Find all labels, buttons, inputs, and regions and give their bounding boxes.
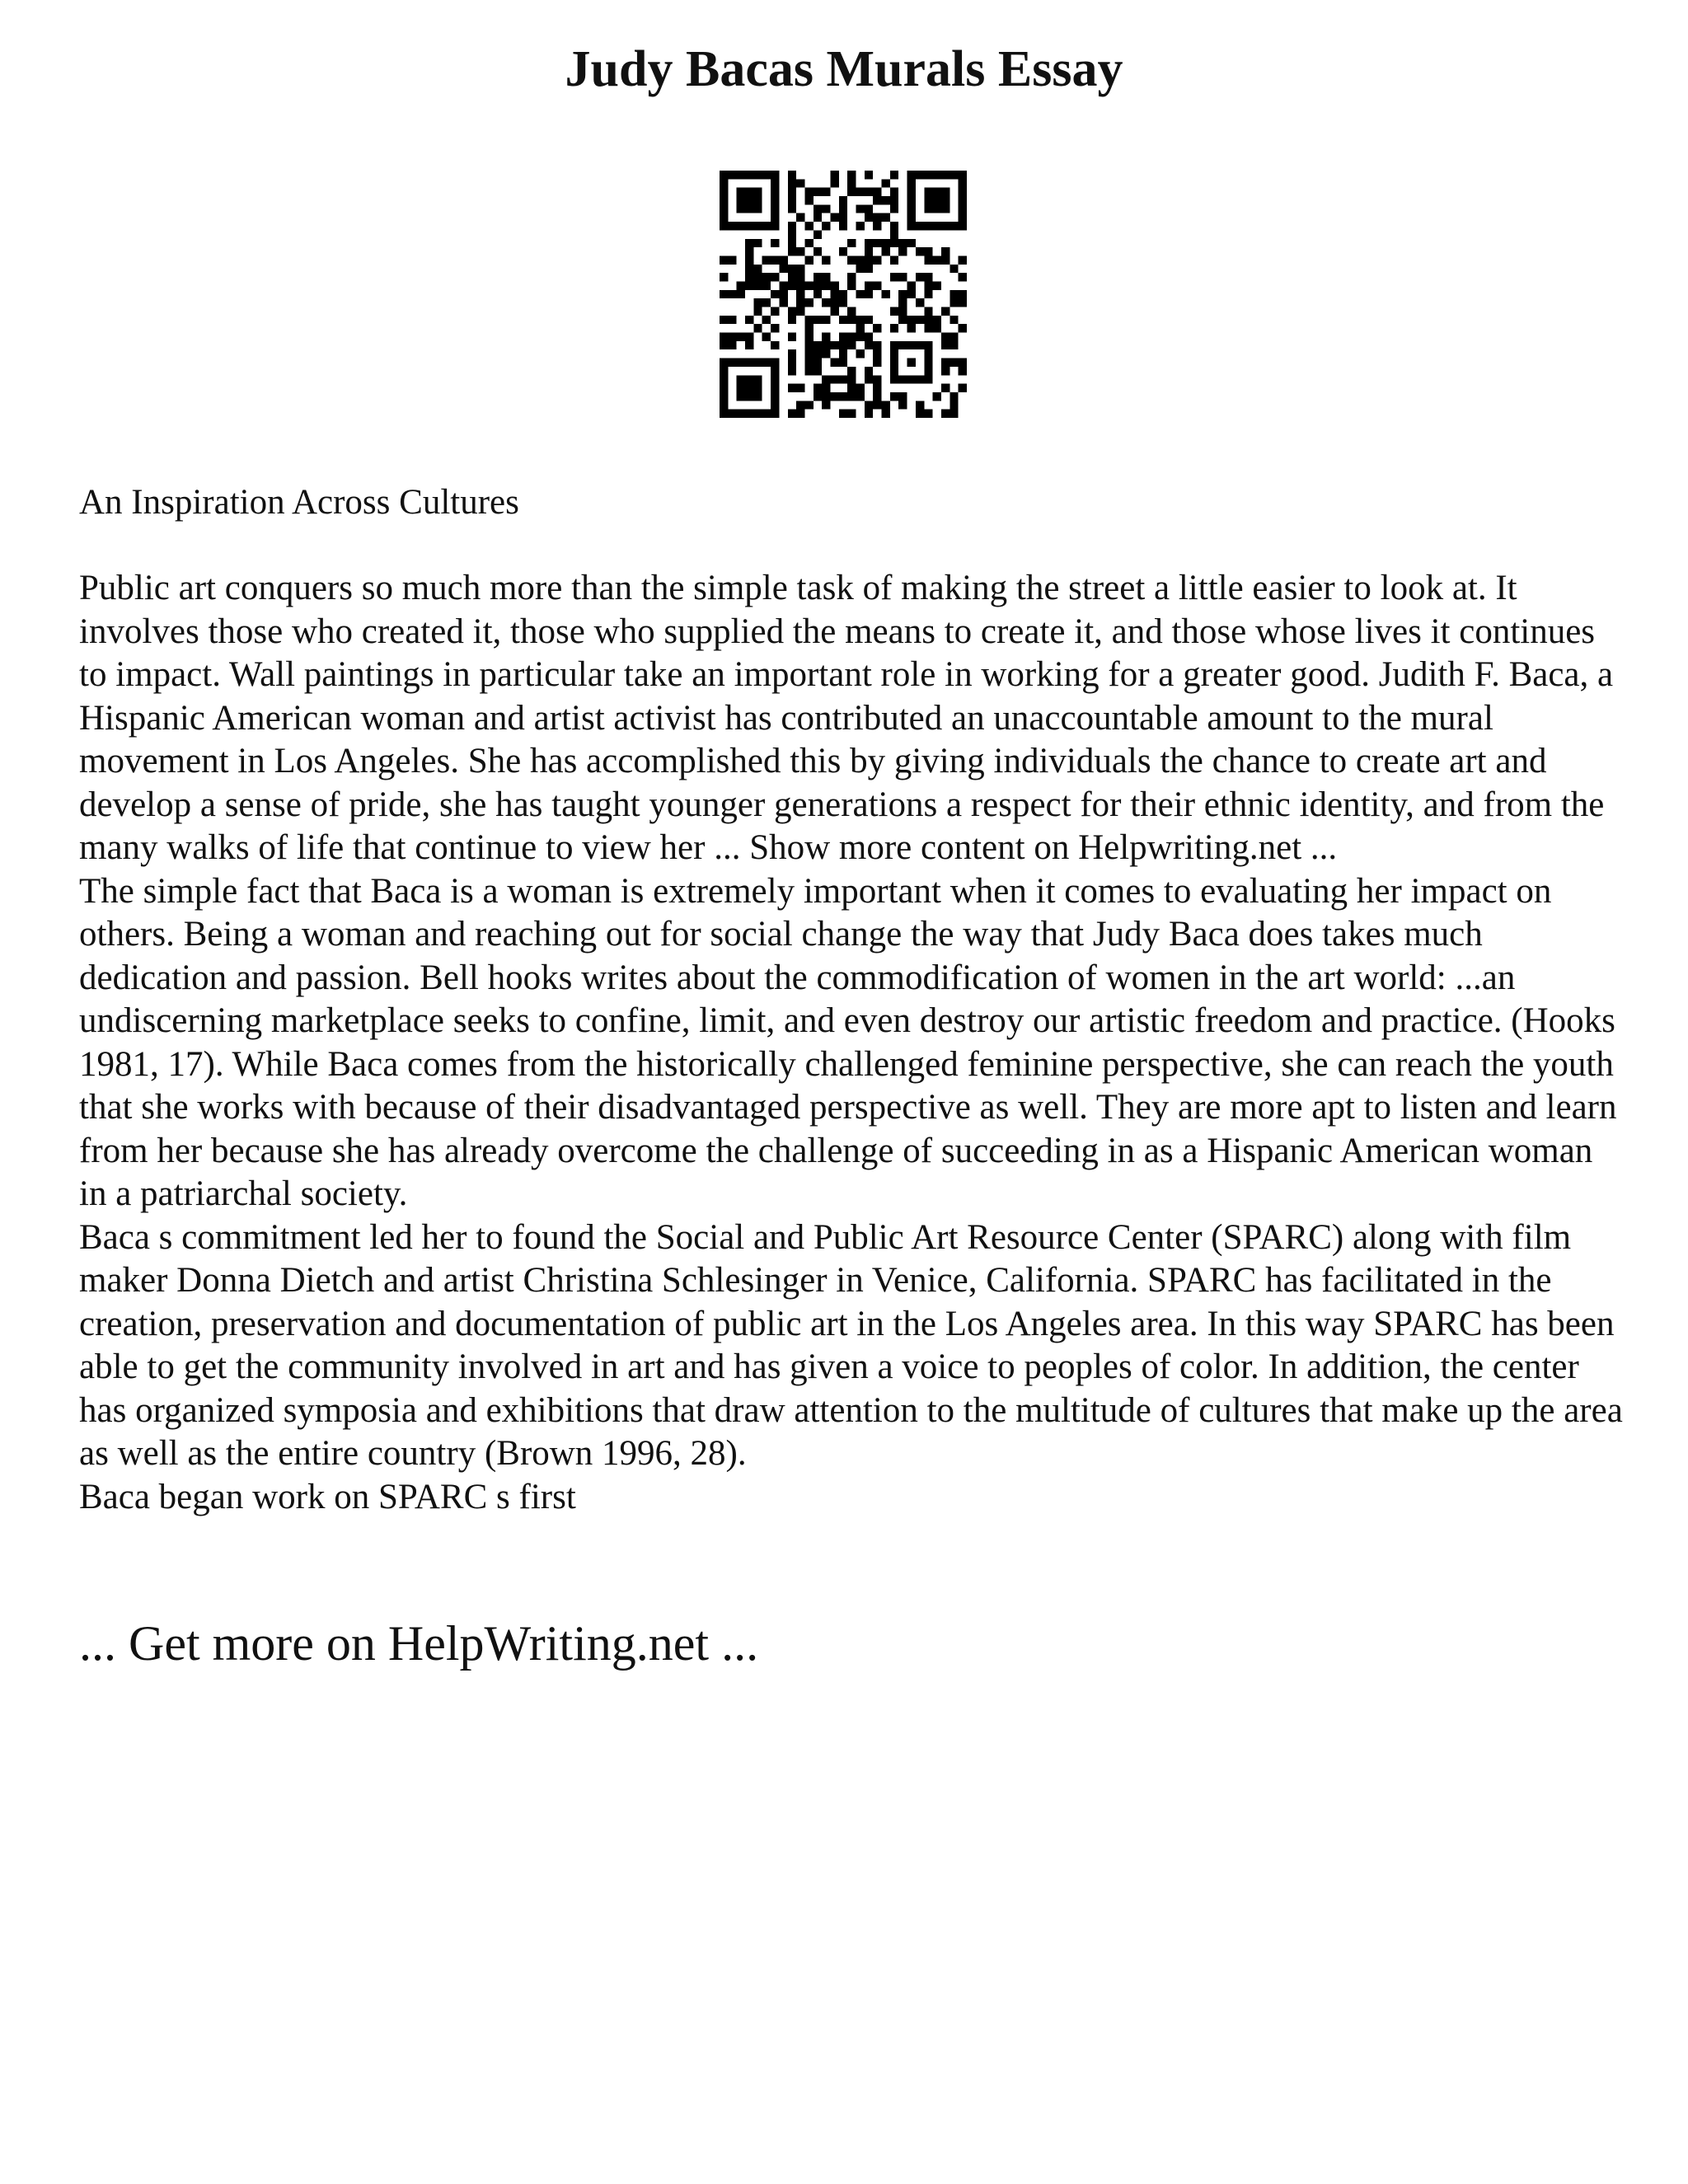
page-title: Judy Bacas Murals Essay [565, 41, 1123, 97]
qr-code [720, 171, 967, 418]
essay-paragraph: Baca s commitment led her to found the Social and Public Art Resource Center (SPARC) along with film maker Donna Dietch and artist Christina Schlesinger in Venice, California. SPARC has facilitated in the creation, preservation and documentation of public art in the Los Angeles area. In this way SPARC has been able to get the community involved in art and has given a voice to peoples of color. In addition, the center has organized symposia and exhibitions that draw attention to the multitude of cultures that make up the area as well as the entire country (Brown 1996, 28). [79, 1217, 1623, 1473]
essay-paragraph: The simple fact that Baca is a woman is extremely important when it comes to evaluating her impact on others. Being a woman and reaching out for social change the way that Judy Baca does takes much dedication and passion. Bell hooks writes about the commodification of women in the art world: ...an undiscerning marketplace seeks to confine, limit, and even destroy our artistic freedom and practice. (Hooks 1981, 17). While Baca comes from the historically challenged feminine perspective, she can reach the youth that she works with because of their disadvantaged perspective as well. They are more apt to listen and learn from her because she has already overcome the challenge of succeeding in as a Hispanic American woman in a patriarchal society. [79, 871, 1617, 1213]
essay-paragraph: Baca began work on SPARC s first [79, 1477, 576, 1516]
essay-paragraph: Public art conquers so much more than the simple task of making the street a little easier to look at. It involves those who created it, those who supplied the means to create it, and those whose lives it continues to impact. Wall paintings in particular take an important role in working for a greater good. Judith F. Baca, a Hispanic American woman and artist activist has contributed an unaccountable amount to the mural movement in Los Angeles. She has accomplished this by giving individuals the chance to create art and develop a sense of pride, she has taught younger generations a respect for their ethnic identity, and from the many walks of life that continue to view her ... Show more content on Helpwriting.net ... [79, 569, 1614, 867]
get-more-link[interactable]: ... Get more on HelpWriting.net ... [79, 1616, 759, 1671]
essay-body [79, 567, 1629, 1519]
essay-subtitle: An Inspiration Across Cultures [79, 483, 519, 522]
